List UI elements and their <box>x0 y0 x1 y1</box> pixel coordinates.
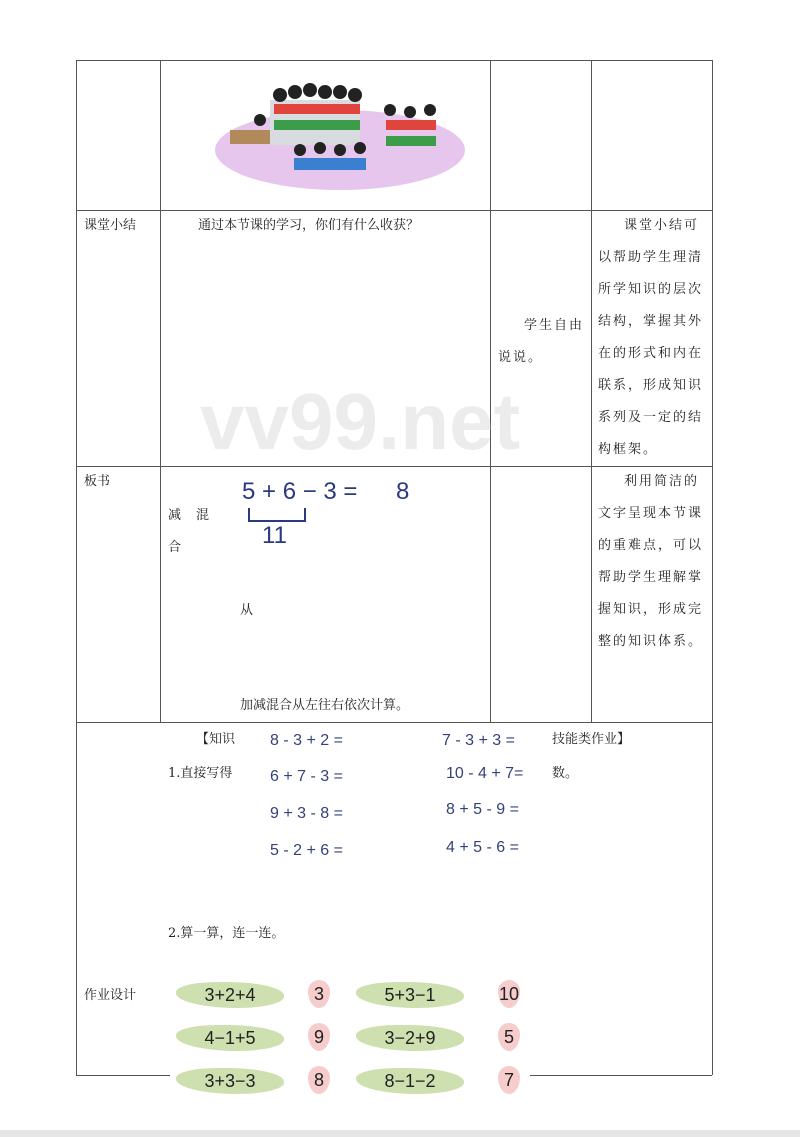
page-bottom-edge <box>0 1130 800 1137</box>
board-from: 从 <box>240 603 254 618</box>
answer-strawberry: 5 <box>498 1023 520 1051</box>
homework-tag-right: 技能类作业】 <box>552 732 631 747</box>
expression-pod: 5+3−1 <box>356 982 464 1008</box>
board-side-char: 合 <box>168 540 182 555</box>
board-rule: 加减混合从左往右依次计算。 <box>240 698 410 713</box>
board-label: 板书 <box>84 474 111 489</box>
board-bracket <box>248 508 306 522</box>
watermark: vv99.net <box>200 377 521 466</box>
homework-tag-left: 【知识 <box>196 732 236 747</box>
board-side-char: 混 <box>196 508 210 523</box>
table-border <box>76 60 712 61</box>
homework-label: 作业设计 <box>84 988 137 1003</box>
table-border <box>530 1075 712 1076</box>
equation: 4 + 5 - 6 = <box>446 839 519 856</box>
answer-strawberry: 3 <box>308 980 330 1008</box>
summary-label: 课堂小结 <box>84 218 137 233</box>
board-partial-result: 11 <box>262 522 287 549</box>
equation: 8 - 3 + 2 = <box>270 732 343 749</box>
expression-pod: 3−2+9 <box>356 1025 464 1051</box>
homework-q1-tail: 数。 <box>552 766 579 781</box>
equation: 8 + 5 - 9 = <box>446 801 519 818</box>
table-border <box>76 722 712 723</box>
expression-pod: 8−1−2 <box>356 1068 464 1094</box>
table-border <box>591 60 592 722</box>
equation: 5 - 2 + 6 = <box>270 842 343 859</box>
summary-prompt: 通过本节课的学习，你们有什么收获？ <box>198 218 420 233</box>
students-singing-illustration <box>210 70 470 195</box>
answer-strawberry: 9 <box>308 1023 330 1051</box>
summary-design-intent: 课堂小结可以帮助学生理清所学知识的层次结构，掌握其外在的形式和内在联系，形成知识系列及一定的结构框架。 <box>598 218 704 457</box>
answer-strawberry: 10 <box>498 980 520 1008</box>
homework-q2: 2.算一算，连一连。 <box>168 926 285 941</box>
equation: 7 - 3 + 3 = <box>442 732 515 749</box>
homework-q1: 1.直接写得 <box>168 766 233 781</box>
board-expression: 5 + 6 − 3 = <box>242 478 358 505</box>
equation: 6 + 7 - 3 = <box>270 768 343 785</box>
expression-pod: 3+2+4 <box>176 982 284 1008</box>
table-border <box>76 60 77 1075</box>
expression-pod: 4−1+5 <box>176 1025 284 1051</box>
table-border <box>76 1075 170 1076</box>
table-border <box>160 60 161 722</box>
answer-strawberry: 8 <box>308 1066 330 1094</box>
board-design-intent: 利用简洁的文字呈现本节课的重难点，可以帮助学生理解掌握知识，形成完整的知识体系。 <box>598 474 704 649</box>
equation: 9 + 3 - 8 = <box>270 805 343 822</box>
answer-strawberry: 7 <box>498 1066 520 1094</box>
equation: 10 - 4 + 7= <box>446 765 524 782</box>
board-side-char: 减 <box>168 508 182 523</box>
summary-student-activity: 学生自由说说。 <box>498 318 585 365</box>
table-border <box>712 60 713 1075</box>
expression-pod: 3+3−3 <box>176 1068 284 1094</box>
board-result: 8 <box>396 478 410 505</box>
